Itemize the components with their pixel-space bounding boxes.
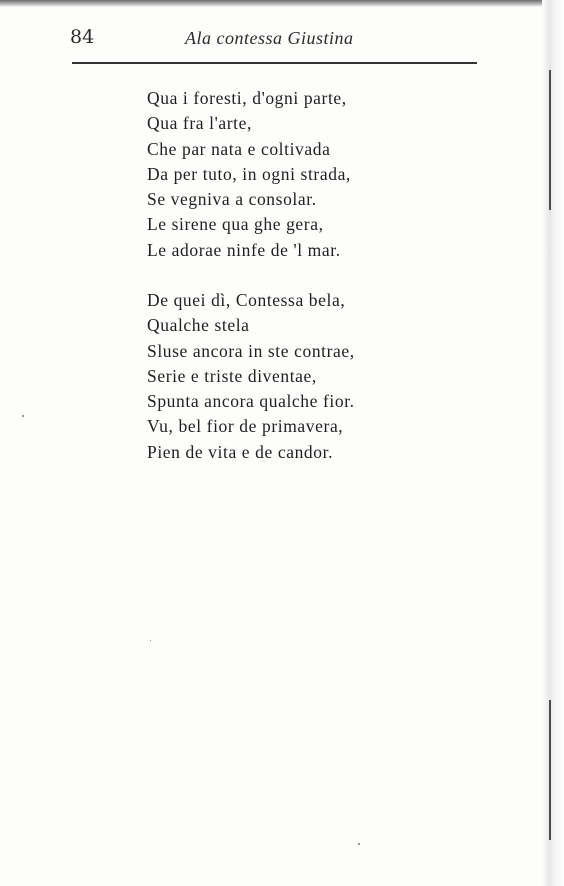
- page-number: 84: [70, 26, 95, 48]
- stanza: [147, 86, 351, 263]
- running-title: Ala contessa Giustina: [185, 28, 354, 48]
- verse-line: Serie e triste diventae,: [147, 365, 317, 386]
- verse-line: De quei dì, Contessa bela,: [147, 290, 346, 310]
- verse-line: Qualche stela: [147, 315, 250, 336]
- verse-line: Pien de vita e de candor.: [147, 441, 334, 462]
- binding-edge-mark: [549, 70, 551, 210]
- page-right-edge: [542, 0, 564, 886]
- verse-line: Vu, bel fior de primavera,: [147, 416, 344, 437]
- header-rule: [72, 62, 477, 64]
- paper-speck: [150, 640, 151, 641]
- verse-line: Le sirene qua ghe gera,: [147, 214, 324, 235]
- page-top-edge: [0, 0, 564, 7]
- verse-line: Le adorae ninfe de 'l mar.: [147, 239, 341, 260]
- verse-line: Spunta ancora qualche fior.: [147, 391, 355, 412]
- verse-line: Qua fra l'arte,: [147, 113, 252, 134]
- verse-line: Che par nata e coltivada: [147, 138, 331, 159]
- paper-speck: [22, 415, 24, 417]
- verse-line: Qua i foresti, d'ogni parte,: [147, 88, 347, 108]
- paper-speck: [358, 843, 360, 845]
- verse-line: Da per tuto, in ogni strada,: [147, 163, 351, 184]
- verse-line: Sluse ancora in ste contrae,: [147, 340, 355, 361]
- stanza: [147, 288, 355, 465]
- binding-edge-mark: [549, 700, 551, 840]
- verse-line: Se vegniva a consolar.: [147, 189, 317, 210]
